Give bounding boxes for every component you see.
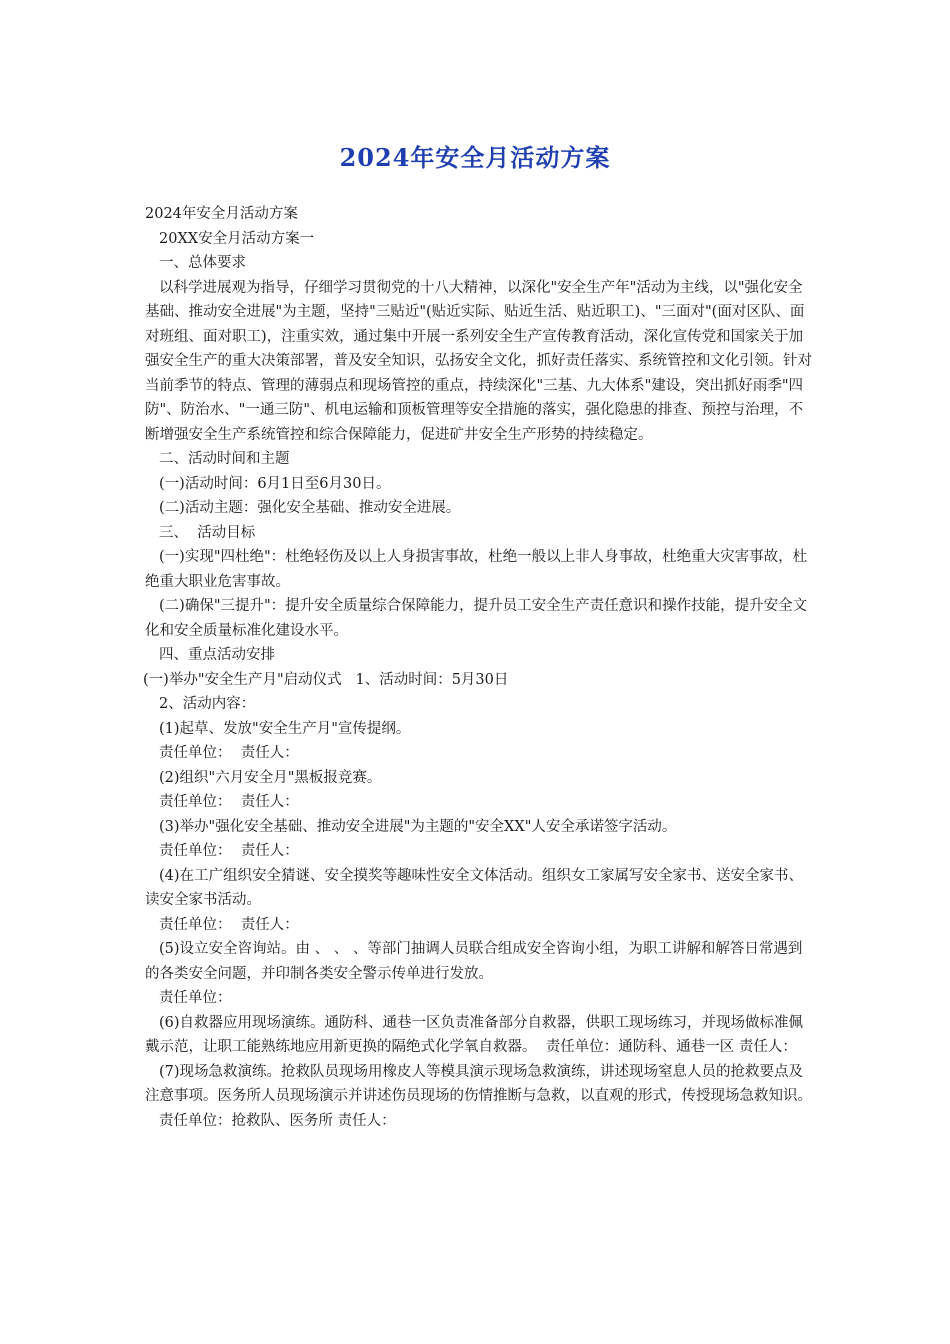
activity-time: (一)活动时间：6月1日至6月30日。: [159, 475, 391, 492]
item-1: (1)起草、发放"安全生产月"宣传提纲。: [159, 720, 411, 737]
responsibility-7: 责任单位：抢救队、医务所 责任人：: [159, 1112, 396, 1129]
section-heading-4: 四、重点活动安排: [159, 647, 275, 663]
section-heading-2: 二、活动时间和主题: [159, 451, 290, 467]
document-body: [145, 202, 813, 1133]
paragraph-requirements: 以科学进展观为指导，仔细学习贯彻党的十八大精神，以深化"安全生产年"活动为主线，以"强化安全基础、推动安全进展"为主题，坚持"三贴近"(贴近实际、贴近生活、贴近职工)、"三面对"(面对区队、面对班组、面对职工)，注重实效，通过集中开展一系列安全生产宣传教育活动，深化宣传党和国家关于加强安全生产的重大决策部署，普及安全知识，弘扬安全文化，抓好责任落实、系统管控和文化引领。针对当前季节的特点、管理的薄弱点和现场管控的重点，持续深化"三基、九大体系"建设，突出抓好雨季"四防"、防治水、"一通三防"、机电运输和顶板管理等安全措施的落实，强化隐患的排查、预控与治理，不断增强安全生产系统管控和综合保障能力，促进矿井安全生产形势的持续稳定。: [145, 279, 812, 443]
responsibility-5: 责任单位：: [159, 990, 232, 1006]
body-heading: 2024年安全月活动方案: [145, 206, 298, 222]
goal-2: (二)确保"三提升"：提升安全质量综合保障能力，提升员工安全生产责任意识和操作技能，提升安全文化和安全质量标准化建设水平。: [145, 598, 808, 639]
item-2: (2)组织"六月安全月"黑板报竞赛。: [159, 769, 382, 786]
item-3: (3)举办"强化安全基础、推动安全进展"为主题的"安全XX"人安全承诺签字活动。: [159, 818, 677, 835]
item-7: (7)现场急救演练。抢救队员现场用橡皮人等模具演示现场急救演练，讲述现场窒息人员的抢救要点及注意事项。医务所人员现场演示并讲述伤员现场的伤情推断与急救，以直观的形式，传授现场急救知识。: [145, 1063, 812, 1104]
launch-ceremony: (一)举办"安全生产月"启动仪式 1、活动时间：5月30日: [143, 671, 509, 688]
item-5: (5)设立安全咨询站。由 、 、 、等部门抽调人员联合组成安全咨询小组，为职工讲解和解答日常遇到的各类安全问题，并印制各类安全警示传单进行发放。: [145, 941, 803, 982]
responsibility-3: 责任单位： 责任人：: [159, 843, 299, 859]
body-subheading: 20XX安全月活动方案一: [159, 230, 315, 247]
goal-1: (一)实现"四杜绝"：杜绝轻伤及以上人身损害事故，杜绝一般以上非人身事故，杜绝重大灾害事故，杜绝重大职业危害事故。: [145, 549, 808, 590]
item-6: (6)自救器应用现场演练。通防科、通巷一区负责准备部分自救器，供职工现场练习，并现场做标准佩戴示范，让职工能熟练地应用新更换的隔绝式化学氧自救器。 责任单位：通防科、通巷一区 责任人：: [145, 1014, 804, 1055]
activity-theme: (二)活动主题：强化安全基础、推动安全进展。: [159, 500, 461, 516]
section-heading-3: 三、 活动目标: [159, 524, 256, 541]
activity-content-label: 2、活动内容：: [159, 696, 256, 712]
document-title: 2024年安全月活动方案: [339, 143, 611, 172]
responsibility-4: 责任单位： 责任人：: [159, 916, 299, 933]
responsibility-2: 责任单位： 责任人：: [159, 794, 299, 810]
responsibility-1: 责任单位： 责任人：: [159, 745, 299, 761]
section-heading-1: 一、总体要求: [159, 255, 246, 271]
item-4: (4)在工广组织安全猜谜、安全摸奖等趣味性安全文体活动。组织女工家属写安全家书、送安全家书、读安全家书活动。: [145, 867, 804, 908]
